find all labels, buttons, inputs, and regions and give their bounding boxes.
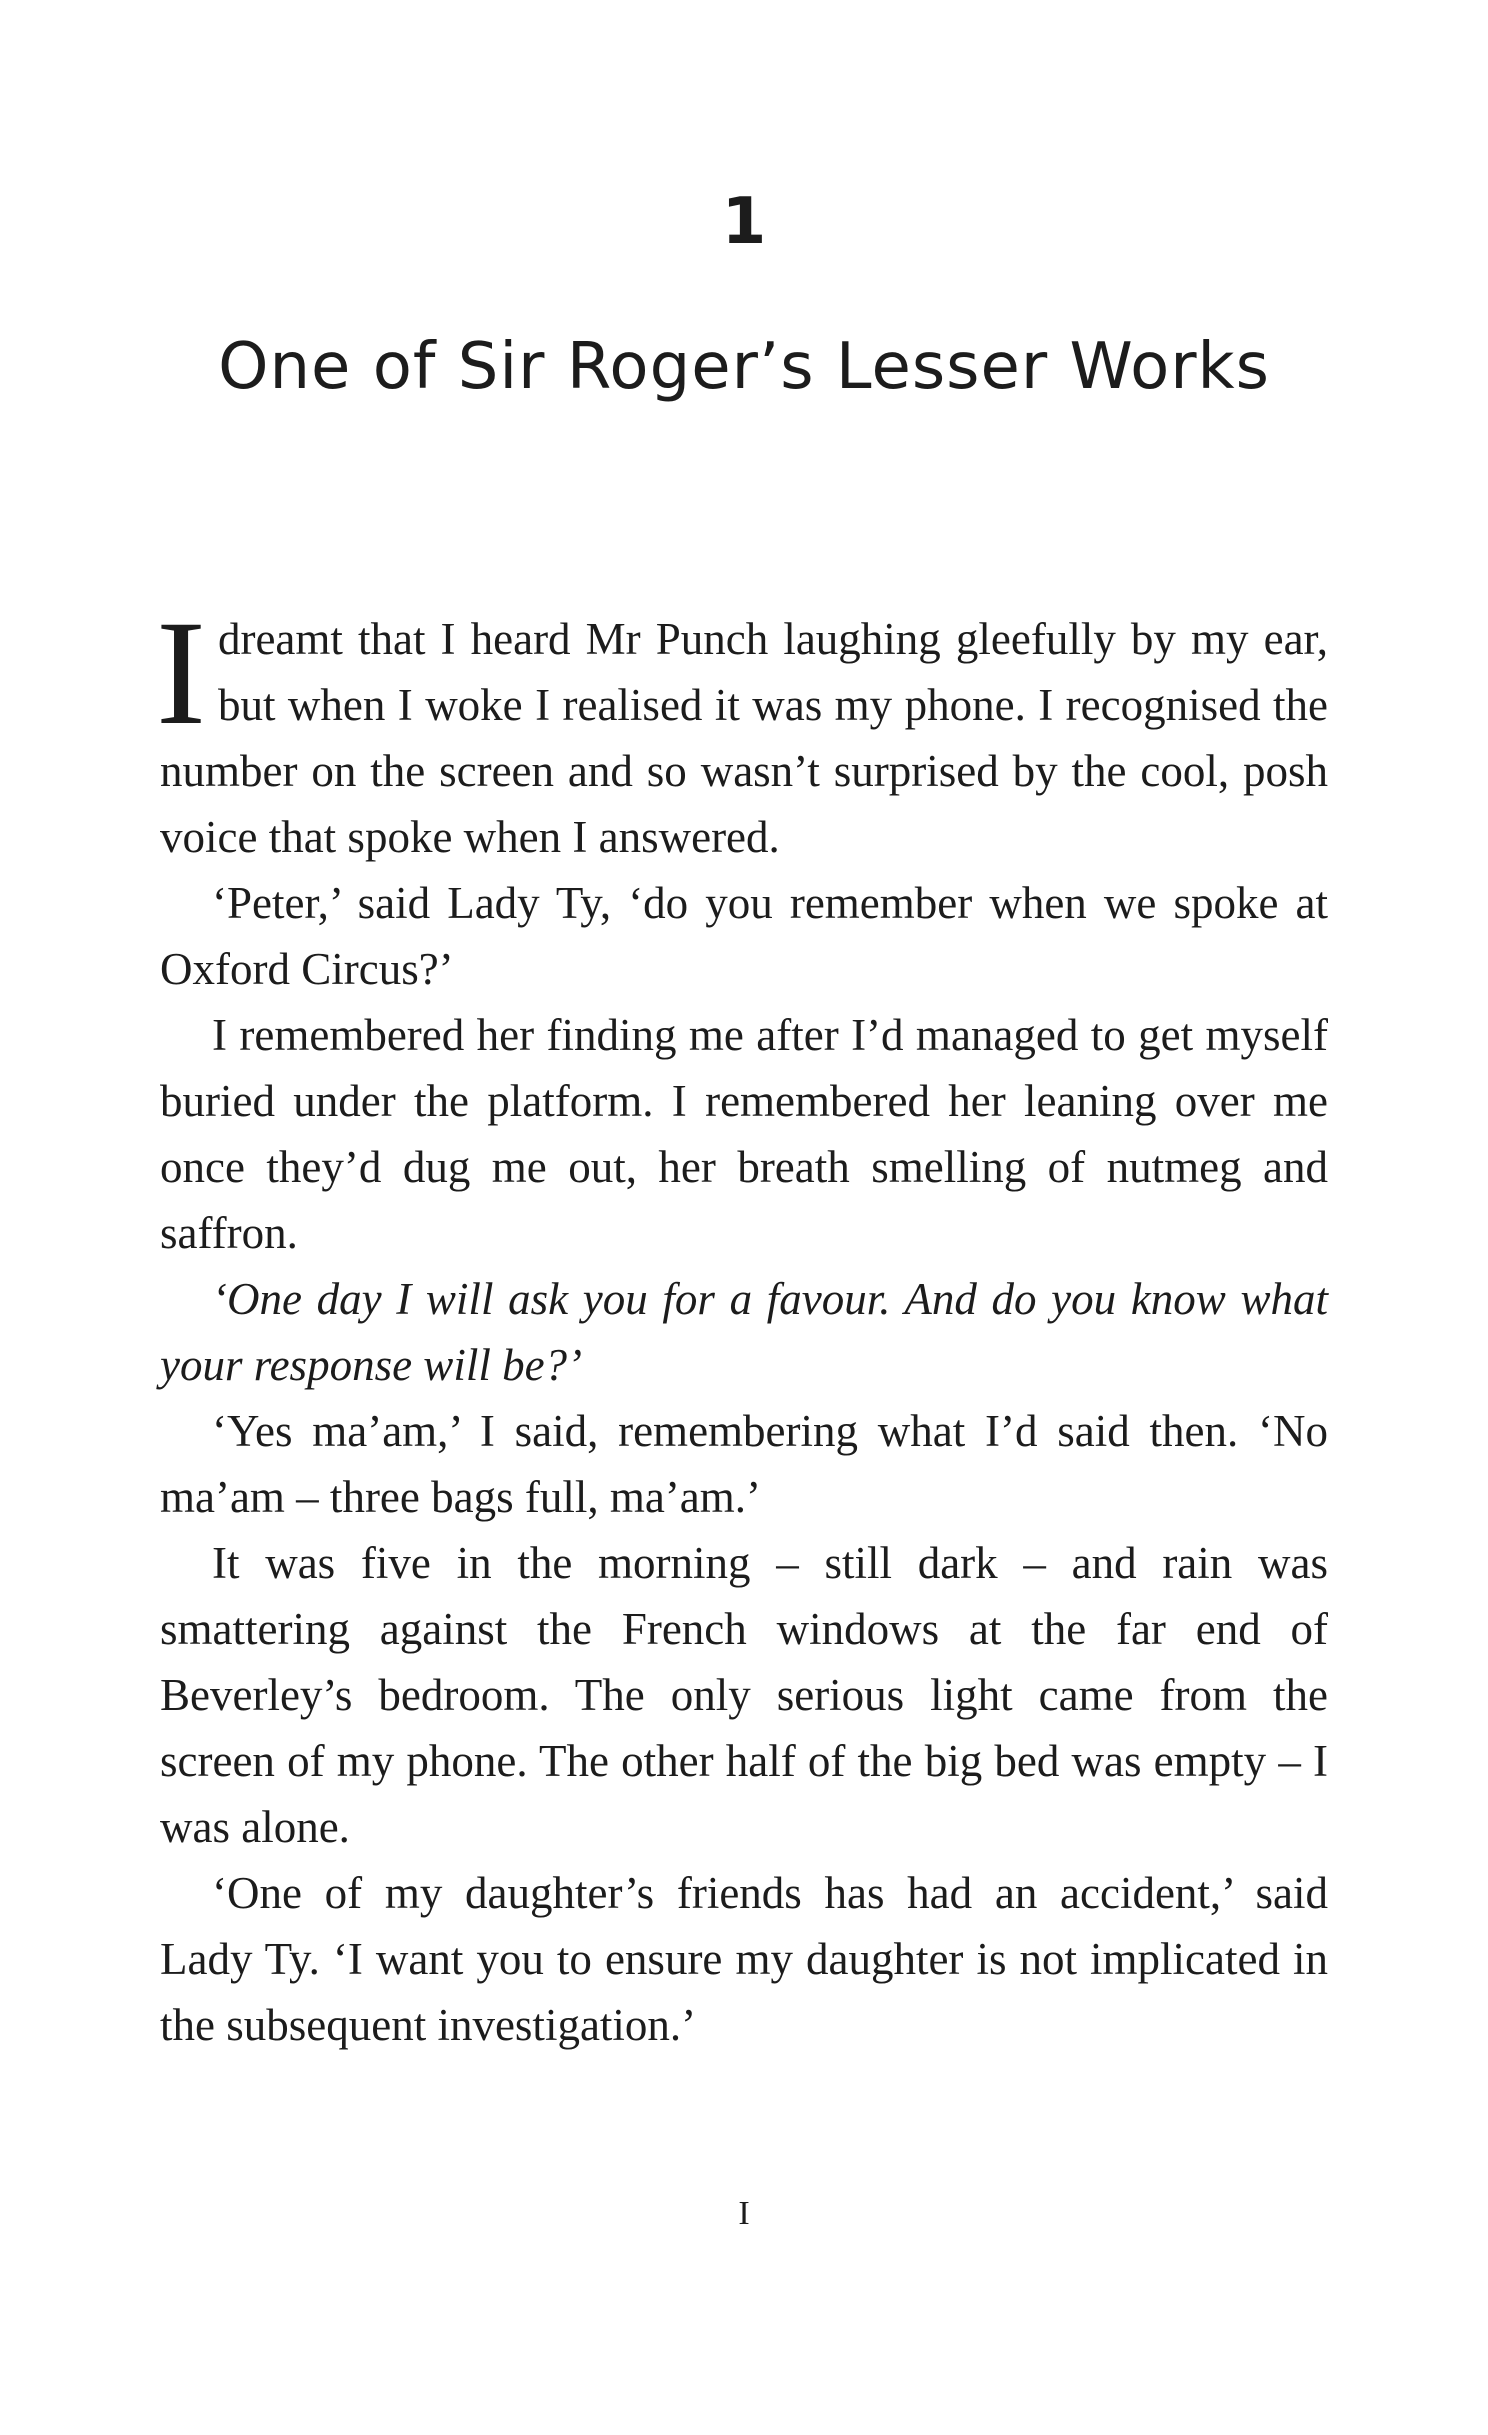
paragraph-6: It was five in the morning – still dark – and rain was smattering against the French windows at the far end of Beverley’s bedroom. The only serious light came from the screen of my phone. The other half of the big bed was empty – I was alone. bbox=[160, 1538, 1328, 1852]
drop-cap: I bbox=[156, 590, 206, 756]
body-text bbox=[156, 590, 1328, 2058]
chapter-title: One of Sir Roger’s Lesser Works bbox=[218, 330, 1270, 404]
paragraph-4-italic: ‘One day I will ask you for a favour. And do you know what your response will be?’ bbox=[160, 1274, 1328, 1390]
paragraph-3: I remembered her finding me after I’d managed to get myself buried under the platform. I remembered her leaning over me once they’d dug me out, her breath smelling of nutmeg and saffron. bbox=[160, 1010, 1328, 1258]
chapter-number: 1 bbox=[721, 185, 767, 259]
paragraph-7: ‘One of my daughter’s friends has had an accident,’ said Lady Ty. ‘I want you to ensure my daughter is not implicated in the subsequent investigation.’ bbox=[160, 1868, 1328, 2050]
paragraph-5: ‘Yes ma’am,’ I said, remembering what I’d said then. ‘No ma’am – three bags full, ma’am.’ bbox=[160, 1406, 1328, 1522]
paragraph-2: ‘Peter,’ said Lady Ty, ‘do you remember when we spoke at Oxford Circus?’ bbox=[160, 878, 1328, 994]
page-number: I bbox=[738, 2195, 750, 2232]
paragraph-1 bbox=[156, 590, 1328, 870]
paragraph-text: dreamt that I heard Mr Punch laughing gleefully by my ear, but when I woke I realised it was my phone. I recognised the number on the screen and so wasn’t surprised by the cool, posh voice that spoke when I answered. bbox=[160, 614, 1328, 862]
